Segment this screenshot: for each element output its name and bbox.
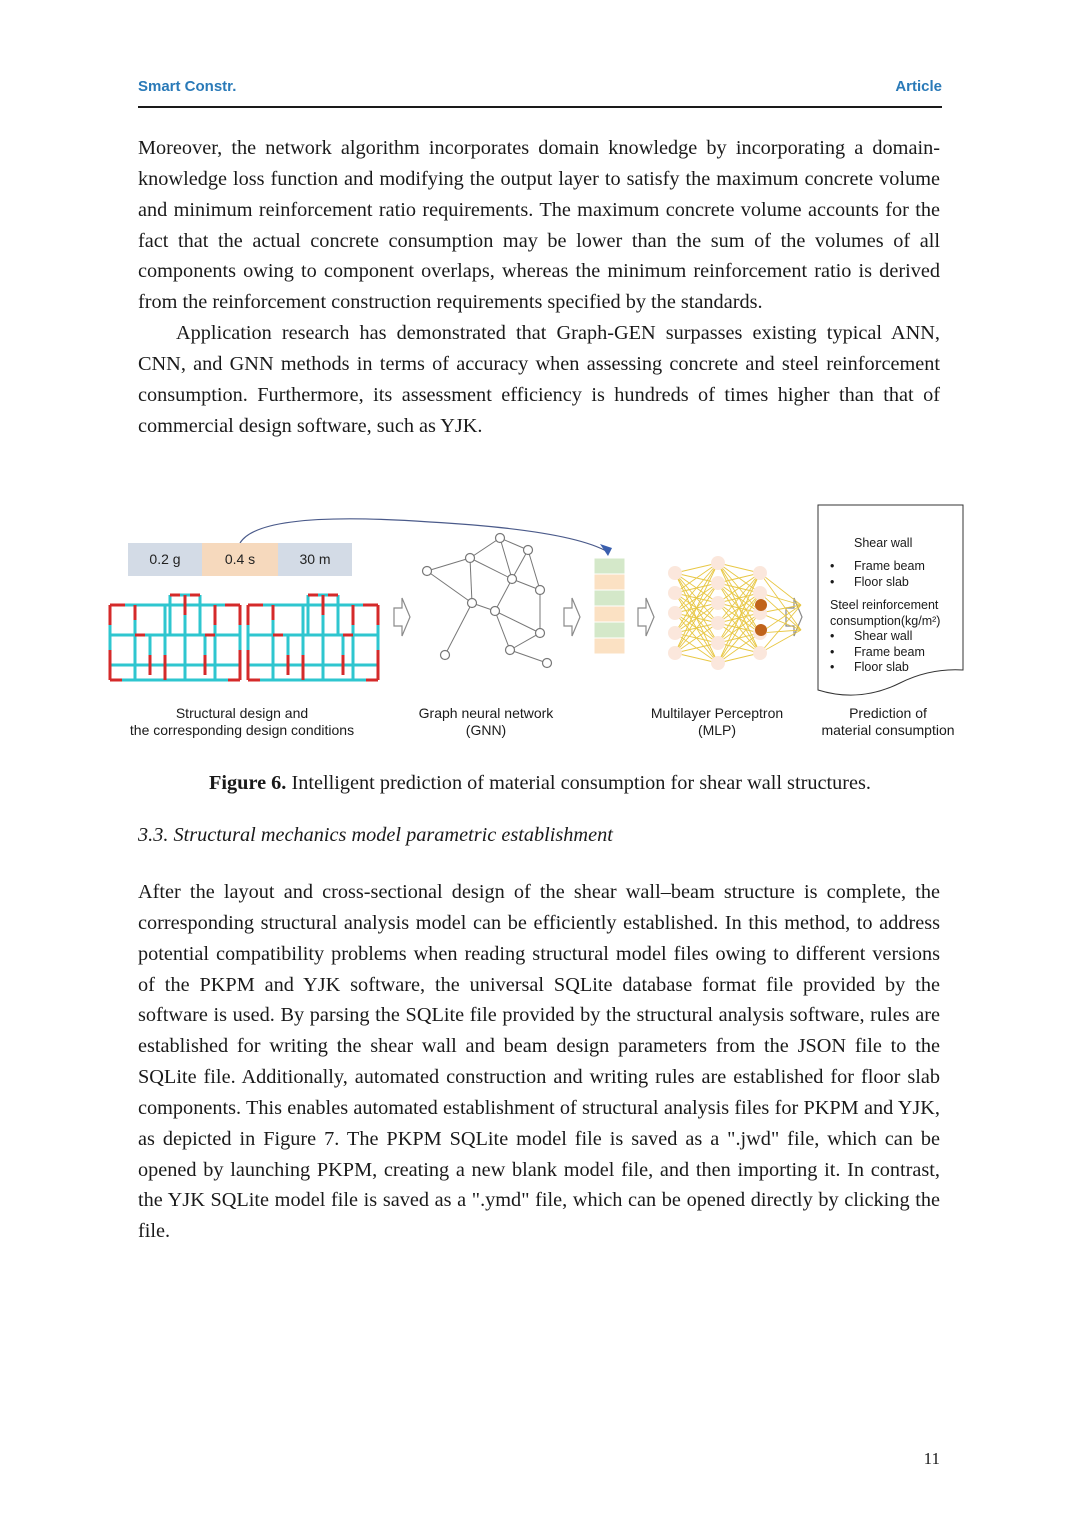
gnn-node — [506, 646, 515, 655]
mlp-node — [711, 616, 725, 630]
gnn-nodes — [423, 534, 552, 668]
gnn-node — [508, 575, 517, 584]
running-header — [138, 76, 942, 108]
page-number: 11 — [923, 1449, 940, 1468]
gnn-edge — [445, 603, 472, 655]
feature-vector-cell — [594, 558, 625, 574]
section-heading: 3.3. Structural mechanics model parametric establishment — [138, 824, 613, 846]
paragraph: Moreover, the network algorithm incorporates domain knowledge by incorporating a domain-knowledge loss function and modifying the output layer to satisfy the maximum concrete volume and minimum reinforcement ratio requirements. The maximum concrete volume accounts for the fact that the actual concrete consumption may be lower than the sum of the volumes of all components owing to component overlaps, whereas the minimum reinforcement ratio is derived from the reinforcement construction requirements specified by the standards. — [138, 137, 940, 314]
gnn-edge — [470, 558, 472, 603]
mlp-node — [753, 586, 767, 600]
gnn-node — [524, 546, 533, 555]
gnn-edge — [470, 558, 512, 579]
flow-arrow-icon — [394, 598, 410, 636]
steel-list: Steel reinforcement consumption(kg/m²) • Shear wall • Frame beam • Floor slab — [830, 598, 941, 674]
mlp-output-node — [755, 599, 767, 611]
feature-vector-cell — [594, 638, 625, 654]
stage-label-prediction: Prediction of material consumption — [821, 705, 955, 738]
mlp-node — [711, 576, 725, 590]
gnn-node — [536, 629, 545, 638]
stage-label-structural: Structural design and the corresponding design conditions — [129, 705, 355, 738]
figure-6 — [100, 498, 980, 748]
stage-label-gnn: Graph neural network (GNN) — [418, 705, 554, 738]
gnn-node — [466, 554, 475, 563]
prediction-item: Floor slab — [854, 574, 909, 589]
gnn-edge — [427, 571, 472, 603]
gnn-edge — [500, 538, 512, 579]
gnn-node — [536, 586, 545, 595]
mlp-node — [668, 586, 682, 600]
gnn-node — [441, 651, 450, 660]
mlp-node — [668, 626, 682, 640]
feature-vector-cell — [594, 590, 625, 606]
concrete-list: • Frame beam • Floor slab — [830, 559, 925, 589]
prediction-item: Floor slab — [854, 660, 909, 674]
gnn-edge — [528, 550, 540, 590]
mlp-node — [711, 556, 725, 570]
feature-vector-cell — [594, 574, 625, 590]
design-condition-box: 0.2 g — [128, 543, 202, 576]
figure-caption — [0, 772, 1080, 795]
stage-label-mlp: Multilayer Perceptron (MLP) — [650, 705, 784, 738]
gnn-node — [491, 607, 500, 616]
caption-label: Figure 6. — [209, 772, 287, 794]
mlp-node — [668, 606, 682, 620]
mlp-node — [711, 596, 725, 610]
gnn-edge — [495, 579, 512, 611]
mlp-edges — [675, 563, 801, 663]
condition-arrowhead — [600, 544, 612, 556]
mlp-output-node — [755, 624, 767, 636]
mlp-edge — [760, 573, 801, 605]
feature-vector — [594, 558, 625, 654]
feature-vector-cell — [594, 606, 625, 622]
article-type: Article — [895, 78, 942, 95]
mlp-node — [753, 566, 767, 580]
mlp-node — [753, 646, 767, 660]
prediction-item: Frame beam — [854, 559, 925, 573]
design-condition-box: 30 m — [278, 543, 352, 576]
flow-arrow-icon — [638, 598, 654, 636]
prediction-item: Shear wall — [854, 536, 913, 550]
mlp-nodes — [668, 556, 767, 670]
prediction-cut-item — [830, 536, 913, 553]
gnn-node — [468, 599, 477, 608]
body-text-bottom — [138, 877, 940, 1247]
mlp-node — [668, 566, 682, 580]
gnn-edge — [510, 633, 540, 650]
feature-vector-cell — [594, 622, 625, 638]
floor-plan-drawing — [110, 595, 378, 680]
mlp-node — [711, 656, 725, 670]
body-text-top — [138, 133, 940, 441]
design-condition-box: 0.4 s — [202, 543, 278, 576]
prediction-item: Shear wall — [854, 629, 913, 643]
gnn-edge — [427, 558, 470, 571]
caption-text: Intelligent prediction of material consumption for shear wall structures. — [286, 772, 871, 794]
gnn-edges — [427, 538, 547, 663]
gnn-node — [423, 567, 432, 576]
gnn-node — [496, 534, 505, 543]
paragraph: Application research has demonstrated that Graph-GEN surpasses existing typical ANN, CNN, and GNN methods in terms of accuracy when assessing concrete and steel reinforcement consumption. Furthermore, its assessment efficiency is hundreds of times higher than that of commercial design software, such as YJK. — [138, 322, 940, 437]
steel-title-unit: consumption(kg/m²) — [830, 613, 941, 628]
prediction-item: Frame beam — [854, 644, 925, 659]
journal-name: Smart Constr. — [138, 78, 237, 95]
gnn-node — [543, 659, 552, 668]
gnn-edge — [470, 538, 500, 558]
mlp-node — [668, 646, 682, 660]
flow-arrow-icon — [564, 598, 580, 636]
gnn-edge — [510, 650, 547, 663]
steel-title: Steel reinforcement — [830, 598, 939, 612]
mlp-node — [711, 636, 725, 650]
paragraph: After the layout and cross-sectional design of the shear wall–beam structure is complete, the corresponding structural analysis model can be efficiently established. In this method, to address potential compatibility problems when reading structural model files owing to different versions of the PKPM and YJK software, the universal SQLite database format file provided by the software is used. By parsing the SQLite file provided by the structural analysis software, rules are established for writing the shear wall and beam design parameters from the JSON file to the SQLite file. Additionally, automated construction and writing rules are established for floor slab components. This enables automated establishment of structural analysis files for PKPM and YJK, as depicted in Figure 7. The PKPM SQLite model file is saved as a ".jwd" file, which can be opened by launching PKPM, creating a new blank model file, and then importing it. In contrast, the YJK SQLite model file is saved as a ".ymd" file, which can be opened directly by clicking the file. — [138, 881, 940, 1243]
